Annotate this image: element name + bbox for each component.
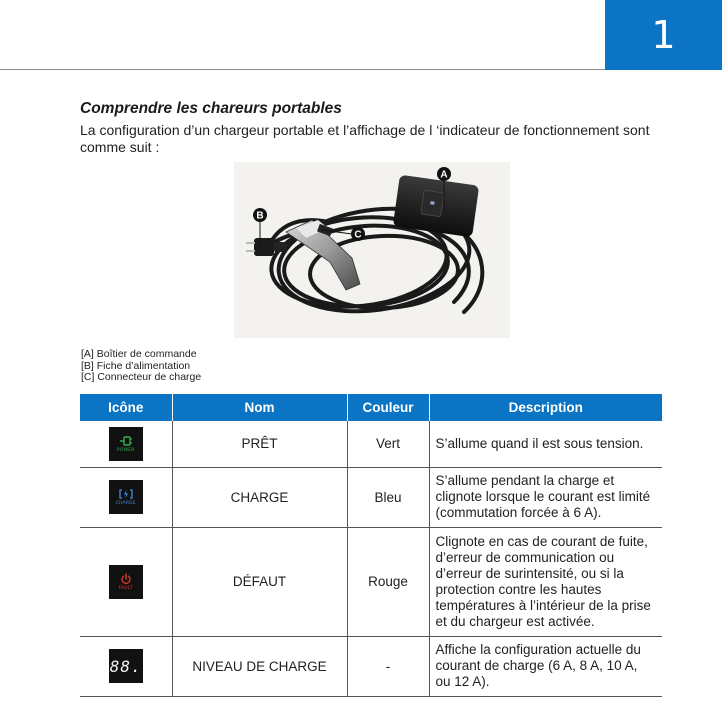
chapter-number: 1 [651,13,676,57]
color-cell: Bleu [347,467,429,527]
callout-c-label: C [354,229,362,241]
color-cell: - [347,636,429,696]
description-cell: Affiche la configuration actuelle du courant de charge (6 A, 8 A, 10 A, ou 12 A). [429,636,662,696]
legend-item: [C] Connecteur de charge [81,371,202,383]
header-icon: Icône [80,394,172,421]
description-cell: Clignote en cas de courant de fuite, d’erreur de communication ou d’erreur de surintensité, ou si la protection contre les hautes températures à l’intérieur de la prise et du chargeur est activée. [429,527,662,636]
portable-charger-illustration [234,162,510,338]
icon-cell [80,421,172,467]
callout-a-label: A [440,169,448,181]
color-cell: Vert [347,421,429,467]
segment-readout: 88. [109,656,142,676]
figure-legend [81,349,201,384]
header-color: Couleur [347,394,429,421]
header-rule [0,69,605,70]
table-row [80,421,662,467]
header-description: Description [429,394,662,421]
name-cell: DÉFAUT [172,527,347,636]
header-name: Nom [172,394,347,421]
indicator-table [80,394,662,697]
icon-label: FAULT [118,585,133,591]
legend-item: [B] Fiche d’alimentation [81,359,191,372]
charge-battery-icon [109,480,143,514]
charger-photo [234,162,510,338]
name-cell: CHARGE [172,467,347,527]
legend-item: [A] Boîtier de commande [81,348,197,360]
section-intro: La configuration d’un chargeur portable et l’affichage de l ‘indicateur de fonctionnement sont comme suit : [80,122,650,155]
description-cell: S’allume pendant la charge et clignote lorsque le courant est limité (commutation forcée à 6 A). [429,467,662,527]
icon-cell [80,467,172,527]
name-cell: PRÊT [172,421,347,467]
icon-cell [80,527,172,636]
section-title: Comprendre les chareurs portables [80,100,342,117]
callout-b-label: B [256,210,264,222]
table-header-row [80,394,662,421]
icon-cell [80,636,172,696]
description-cell: S’allume quand il est sous tension. [429,421,662,467]
chapter-tab [605,0,722,70]
table-row [80,467,662,527]
fault-power-icon [109,565,143,599]
icon-label: CHARGE [115,501,136,506]
power-plug-icon [109,427,143,461]
icon-label: POWER [116,447,135,453]
table-row [80,636,662,696]
control-box [393,175,479,238]
color-cell: Rouge [347,527,429,636]
name-cell: NIVEAU DE CHARGE [172,636,347,696]
table-row [80,527,662,636]
seven-segment-display-icon [109,649,143,683]
